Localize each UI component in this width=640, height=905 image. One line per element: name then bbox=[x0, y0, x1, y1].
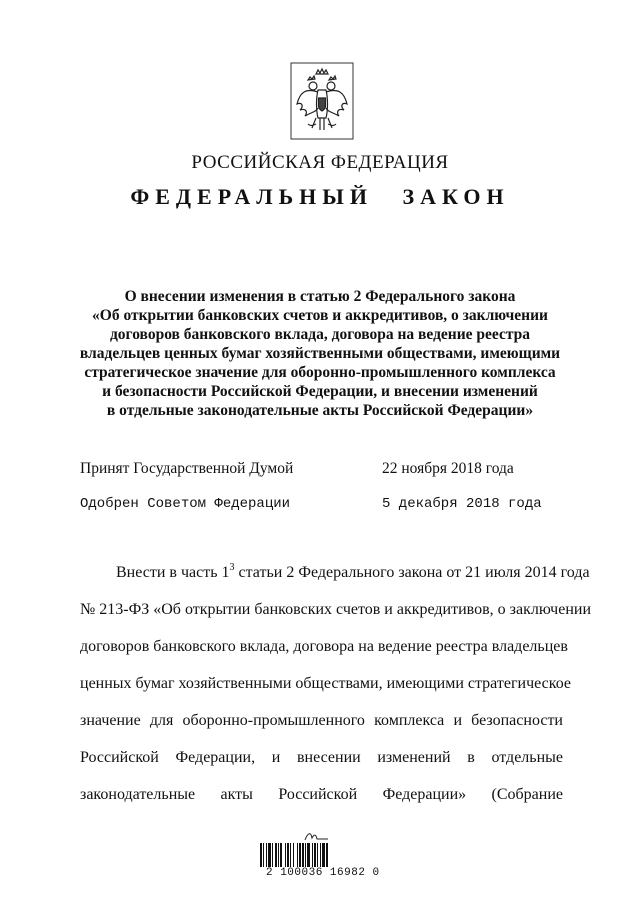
barcode-bar bbox=[302, 843, 304, 867]
body-line: ценных бумаг хозяйственными обществами, имеющими стратегическое bbox=[80, 675, 571, 692]
barcode-bar bbox=[290, 843, 291, 867]
body-line: № 213-ФЗ «Об открытии банковских счетов и аккредитивов, о заключении bbox=[80, 601, 592, 618]
barcode-bar bbox=[326, 843, 328, 867]
barcode-bar bbox=[312, 843, 313, 867]
body-line: значение для оборонно-промышленного комплекса и безопасности bbox=[80, 712, 563, 729]
barcode-bar bbox=[305, 843, 306, 867]
barcode-bar bbox=[268, 843, 271, 867]
barcode-bar bbox=[307, 843, 310, 867]
law-title-line: и безопасности Российской Федерации, и внесении изменений bbox=[102, 383, 538, 400]
barcode-bar bbox=[272, 843, 273, 867]
barcode-number: 2 100036 16982 0 bbox=[266, 867, 380, 879]
law-title-line: владельцев ценных бумаг хозяйственными обществами, имеющими bbox=[79, 345, 561, 362]
law-title-line: О внесении изменения в статью 2 Федерального закона bbox=[124, 288, 516, 305]
body-line bbox=[80, 560, 590, 597]
law-title-line: стратегическое значение для оборонно-промышленного комплекса bbox=[84, 364, 556, 381]
law-title-line: «Об открытии банковских счетов и аккредитивов, о заключении bbox=[92, 307, 548, 324]
body-line: договоров банковского вклада, договора на ведение реестра владельцев bbox=[80, 638, 568, 655]
law-title-line: договоров банковского вклада, договора на ведение реестра bbox=[109, 326, 531, 343]
barcode-bar bbox=[266, 843, 267, 867]
barcode-bar bbox=[293, 843, 294, 867]
document-type-heading: ФЕДЕРАЛЬНЫЙ ЗАКОН bbox=[130, 184, 510, 209]
duma-adoption-date: 22 ноября 2018 года bbox=[382, 460, 514, 477]
law-title bbox=[60, 287, 580, 420]
barcode-bar bbox=[320, 843, 321, 867]
body-text: Внести в часть 1 bbox=[116, 564, 230, 581]
barcode-bar bbox=[278, 843, 279, 867]
council-approval-label: Одобрен Советом Федерации bbox=[80, 496, 291, 512]
barcode-bar bbox=[275, 843, 277, 867]
barcode-bar bbox=[287, 843, 289, 867]
body-line: Российской Федерации, и внесении изменений в отдельные bbox=[80, 749, 563, 766]
law-title-line: в отдельные законодательные акты Российской Федерации» bbox=[106, 402, 534, 419]
body-text: статьи 2 Федерального закона от 21 июля 2014 года bbox=[234, 564, 590, 581]
barcode-bar bbox=[317, 843, 318, 867]
barcode-bar bbox=[285, 843, 286, 867]
barcode-bar bbox=[322, 843, 325, 867]
law-body-text bbox=[80, 560, 592, 819]
duma-adoption-label: Принят Государственной Думой bbox=[80, 460, 294, 477]
barcode-bar bbox=[263, 843, 264, 867]
barcode-bar bbox=[280, 843, 282, 867]
coat-of-arms-emblem bbox=[290, 62, 354, 140]
signature-mark bbox=[302, 830, 332, 844]
council-approval-date: 5 декабря 2018 года bbox=[382, 496, 542, 512]
barcode-bar bbox=[297, 843, 298, 867]
barcode-bar bbox=[314, 843, 316, 867]
barcode-bar bbox=[299, 843, 301, 867]
country-heading: РОССИЙСКАЯ ФЕДЕРАЦИЯ bbox=[191, 152, 449, 173]
barcode-bar bbox=[260, 843, 262, 867]
superscript: 3 bbox=[229, 562, 235, 573]
body-line: законодательные акты Российской Федерации» (Собрание bbox=[80, 786, 563, 803]
